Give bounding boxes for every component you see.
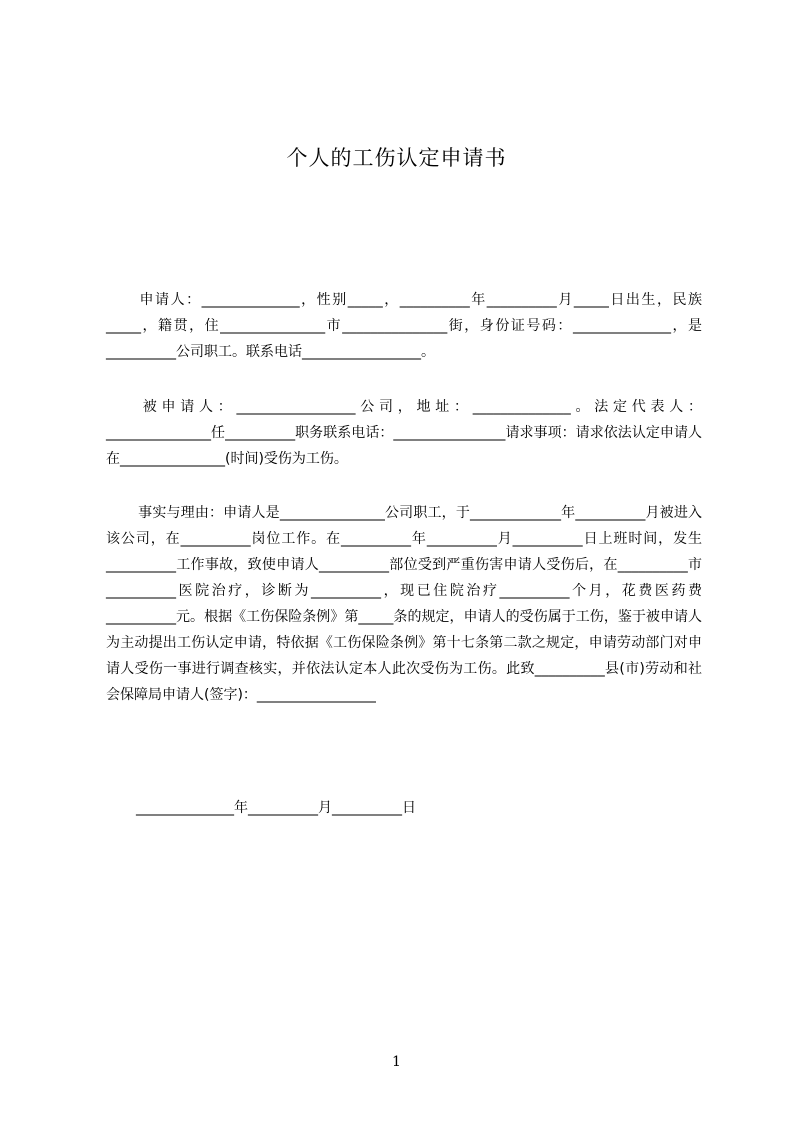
respondent-paragraph-text: 被申请人：_________________公司，地址：______________。法定代表人：_______________任__________职务联系电话：________________请求事项：请求依法认定申请人在_______________(时间)受伤为工伤。 — [106, 399, 702, 467]
applicant-paragraph-text: 申请人：______________，性别_____，__________年__________月_____日出生，民族_____，籍贯，住_______________市_______________街，身份证号码：______________，是__________公司职工。联系电话_________________。 — [106, 292, 702, 360]
facts-reasons-paragraph — [106, 500, 702, 708]
document-title: 个人的工伤认定申请书 — [286, 146, 507, 170]
date-line: ______________年__________月__________日 — [136, 800, 416, 816]
page-number: 1 — [392, 1054, 401, 1070]
facts-reasons-paragraph-text: 事实与理由：申请人是_______________公司职工，于_____________年__________月被进入该公司，在__________岗位工作。在__________年__________月__________日上班时间，发生__________工作事故，致使申请人__________部位受到严重伤害申请人受伤后，在__________市__________医院治疗，诊断为__________，现已住院治疗__________个月，花费医药费__________元。根据《工伤保险条例》第_____条的规定，申请人的受伤属于工伤，鉴于被申请人为主动提出工伤认定申请，特依据《工伤保险条例》第十七条第二款之规定，申请劳动部门对申请人受伤一事进行调查核实，并依法认定本人此次受伤为工伤。此致__________县(市)劳动和社会保障局申请人(签字)：_________________ — [106, 505, 702, 703]
respondent-paragraph — [106, 394, 702, 472]
applicant-paragraph — [106, 287, 702, 365]
